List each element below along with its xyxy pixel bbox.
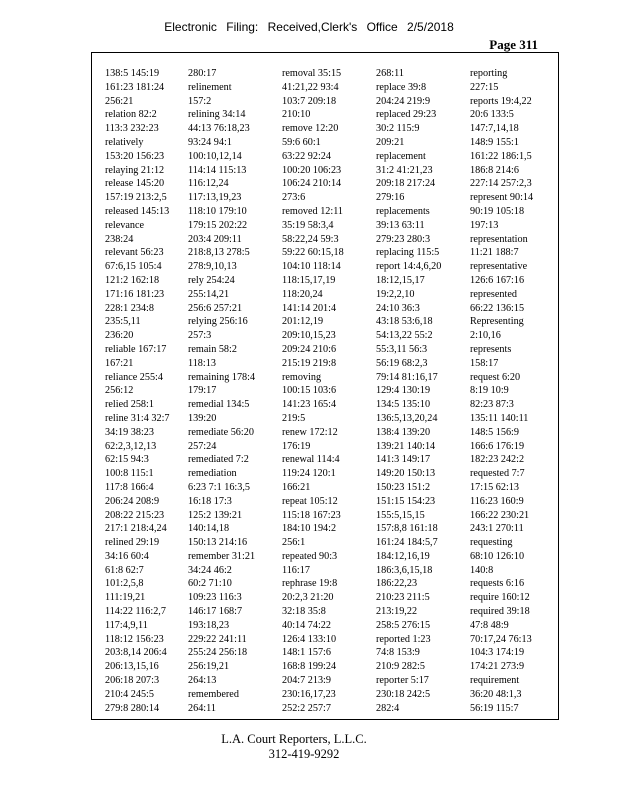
index-entry: reporter 5:17 <box>376 675 429 687</box>
index-entry: 282:4 <box>376 702 400 714</box>
index-entry: 149:20 150:13 <box>376 468 436 480</box>
index-entry: 140:14,18 <box>188 523 230 535</box>
index-entry: 135:11 140:11 <box>470 412 529 424</box>
index-entry: 209:24 210:6 <box>282 343 337 355</box>
index-entry: 157:19 213:2,5 <box>105 192 167 204</box>
index-entry: 279:23 280:3 <box>376 233 431 245</box>
index-entry: 118:15,17,19 <box>282 274 336 286</box>
index-entry: 61:8 62:7 <box>105 564 144 576</box>
index-entry: 118:13 <box>188 357 216 369</box>
index-entry: 141:3 149:17 <box>376 454 431 466</box>
index-entry: 138:5 145:19 <box>105 68 160 79</box>
index-entry: 126:6 167:16 <box>470 274 525 286</box>
index-entry: 268:11 <box>376 68 404 79</box>
index-entry: 70:17,24 76:13 <box>470 633 532 645</box>
index-entry: 62:2,3,12,13 <box>105 440 157 452</box>
index-entry: 210:4 245:5 <box>105 688 154 700</box>
index-entry: 150:23 151:2 <box>376 481 431 493</box>
index-entry: 204:24 219:9 <box>376 95 431 107</box>
index-entry: 256:21 <box>105 95 134 107</box>
index-entry: reliable 167:17 <box>105 343 167 355</box>
index-entry: 243:1 270:11 <box>470 523 524 535</box>
index-entry: 213:19,22 <box>376 606 418 618</box>
index-entry: 186:22,23 <box>376 578 418 590</box>
index-entry: relaying 21:12 <box>105 164 165 176</box>
index-entry: reliance 255:4 <box>105 371 163 383</box>
index-entry: 54:13,22 55:2 <box>376 330 433 342</box>
index-entry: 256:1 <box>282 537 306 549</box>
index-entry: 238:24 <box>105 233 134 245</box>
index-entry: 161:24 184:5,7 <box>376 537 438 549</box>
index-entry: remember 31:21 <box>188 550 256 562</box>
index-entry: 118:20,24 <box>282 288 323 300</box>
index-entry: 104:10 118:14 <box>282 261 341 273</box>
index-entry: 20:2,3 21:20 <box>282 592 334 604</box>
index-entry: 139:20 <box>188 412 217 424</box>
index-entry: repeated 90:3 <box>282 550 338 562</box>
index-entry: 184:10 194:2 <box>282 523 337 535</box>
index-entry: 34:24 46:2 <box>188 564 232 576</box>
index-entry: 117:4,9,11 <box>105 619 148 631</box>
index-entry: 158:17 <box>470 357 499 369</box>
index-entry: 24:10 36:3 <box>376 302 420 314</box>
index-entry: remain 58:2 <box>188 343 237 355</box>
index-entry: 115:18 167:23 <box>282 509 341 521</box>
index-entry: 148:5 156:9 <box>470 426 519 438</box>
index-entry: 219:5 <box>282 412 306 424</box>
index-entry: 138:4 139:20 <box>376 426 431 438</box>
index-entry: 58:22,24 59:3 <box>282 233 339 245</box>
index-column-1 <box>105 67 170 715</box>
index-entry: remaining 178:4 <box>188 371 256 383</box>
index-entry: repeat 105:12 <box>282 495 338 507</box>
index-entry: 68:10 126:10 <box>470 550 525 562</box>
index-entry: 114:22 116:2,7 <box>105 606 166 618</box>
index-entry: 62:15 94:3 <box>105 454 149 466</box>
index-entry: 147:7,14,18 <box>470 123 519 135</box>
index-entry: 257:3 <box>188 330 212 342</box>
index-entry: 100:8 115:1 <box>105 468 154 480</box>
index-entry: 118:12 156:23 <box>105 633 164 645</box>
index-entry: 116:23 160:9 <box>470 495 524 507</box>
index-entry: reports 19:4,22 <box>470 95 532 107</box>
index-entry: 157:2 <box>188 95 212 107</box>
index-entry: represented <box>470 288 517 300</box>
index-entry: 161:22 186:1,5 <box>470 150 532 162</box>
index-entry: 59:6 60:1 <box>282 136 321 148</box>
index-entry: 63:22 92:24 <box>282 150 331 162</box>
index-entry: relying 256:16 <box>188 316 248 328</box>
index-entry: 235:5,11 <box>105 316 141 328</box>
index-entry: 264:11 <box>188 702 216 714</box>
index-entry: 201:12,19 <box>282 316 324 328</box>
index-entry: 186:3,6,15,18 <box>376 564 433 576</box>
index-entry: 44:13 76:18,23 <box>188 123 250 135</box>
index-entry: 171:16 181:23 <box>105 288 165 300</box>
index-entry: requests 6:16 <box>470 578 525 590</box>
index-entry: 257:24 <box>188 440 217 452</box>
index-column-3 <box>282 67 344 715</box>
index-entry: 116:12,24 <box>188 178 229 190</box>
reporter-phone: 312-419-9292 <box>268 747 340 761</box>
index-entry: 56:19 68:2,3 <box>376 357 428 369</box>
index-entry: 166:6 176:19 <box>470 440 525 452</box>
index-entry: 16:18 17:3 <box>188 495 232 507</box>
index-entry: representative <box>470 261 528 273</box>
index-entry: relinement <box>188 81 232 93</box>
index-entry: 179:15 202:22 <box>188 219 248 231</box>
index-entry: representation <box>470 233 528 245</box>
index-entry: 6:23 7:1 16:3,5 <box>188 481 250 493</box>
index-entry: 279:16 <box>376 192 405 204</box>
index-entry: 100:10,12,14 <box>188 150 242 162</box>
index-entry: 155:5,15,15 <box>376 509 425 521</box>
index-entry: replacing 115:5 <box>376 247 440 259</box>
index-entry: 166:21 <box>282 481 311 493</box>
index-entry: removed 12:11 <box>282 205 344 217</box>
index-entry: 210:10 <box>282 109 311 121</box>
index-entry: rely 254:24 <box>188 274 235 286</box>
index-entry: 106:24 210:14 <box>282 178 342 190</box>
index-entry: 66:22 136:15 <box>470 302 525 314</box>
index-entry: 204:7 213:9 <box>282 675 331 687</box>
index-entry: 90:19 105:18 <box>470 205 525 217</box>
index-entry: reported 1:23 <box>376 633 431 645</box>
index-entry: 215:19 219:8 <box>282 357 337 369</box>
index-entry: 101:2,5,8 <box>105 578 144 590</box>
index-column-4 <box>376 67 441 715</box>
index-entry: reline 31:4 32:7 <box>105 412 170 424</box>
index-entry: relined 29:19 <box>105 537 160 549</box>
index-entry: 150:13 214:16 <box>188 537 248 549</box>
index-entry: 117:8 166:4 <box>105 481 154 493</box>
index-entry: 141:23 165:4 <box>282 399 337 411</box>
index-entry: 100:15 103:6 <box>282 385 337 397</box>
reporter-footer <box>0 732 618 762</box>
index-entry: 255:24 256:18 <box>188 647 248 659</box>
index-entry: 252:2 257:7 <box>282 702 331 714</box>
index-entry: remediate 56:20 <box>188 426 254 438</box>
index-entry: Representing <box>470 316 524 328</box>
index-entry: remove 12:20 <box>282 123 339 135</box>
index-column-5 <box>470 67 533 715</box>
index-entry: 141:14 201:4 <box>282 302 337 314</box>
index-entry: request 6:20 <box>470 371 521 383</box>
index-entry: 206:18 207:3 <box>105 675 160 687</box>
index-entry: released 145:13 <box>105 205 170 217</box>
index-entry: 230:16,17,23 <box>282 688 336 700</box>
index-entry: 36:20 48:1,3 <box>470 688 522 700</box>
index-entry: 2:10,16 <box>470 330 501 342</box>
index-entry: 82:23 87:3 <box>470 399 514 411</box>
index-entry: 210:23 211:5 <box>376 592 430 604</box>
index-entry: replace 39:8 <box>376 81 427 93</box>
index-entry: 182:23 242:2 <box>470 454 525 466</box>
index-entry: 209:10,15,23 <box>282 330 336 342</box>
index-entry: 40:14 74:22 <box>282 619 331 631</box>
index-entry: 148:1 157:6 <box>282 647 331 659</box>
index-entry: 230:18 242:5 <box>376 688 431 700</box>
index-column-2 <box>188 67 255 715</box>
index-entry: 17:15 62:13 <box>470 481 519 493</box>
reporter-company: L.A. Court Reporters, L.L.C. <box>221 732 367 746</box>
index-entry: 208:22 215:23 <box>105 509 165 521</box>
index-entry: 166:22 230:21 <box>470 509 530 521</box>
index-entry: remediation <box>188 468 237 480</box>
index-entry: 209:21 <box>376 136 405 148</box>
index-entry: 41:21,22 93:4 <box>282 81 339 93</box>
index-entry: 118:10 179:10 <box>188 205 247 217</box>
index-entry: relation 82:2 <box>105 109 157 121</box>
index-entry: 39:13 63:11 <box>376 219 425 231</box>
index-entry: represent 90:14 <box>470 192 534 204</box>
index-entry: 114:14 115:13 <box>188 164 247 176</box>
index-entry: remedial 134:5 <box>188 399 250 411</box>
index-entry: rephrase 19:8 <box>282 578 338 590</box>
index-entry: remembered <box>188 688 239 700</box>
index-entry: 256:12 <box>105 385 134 397</box>
index-entry: 255:14,21 <box>188 288 230 300</box>
index-entry: 34:19 38:23 <box>105 426 154 438</box>
index-entry: 218:8,13 278:5 <box>188 247 250 259</box>
index-entry: 280:17 <box>188 68 217 79</box>
index-entry: 203:4 209:11 <box>188 233 242 245</box>
index-entry: 161:23 181:24 <box>105 81 165 93</box>
index-entry: 193:18,23 <box>188 619 230 631</box>
index-entry: 186:8 214:6 <box>470 164 519 176</box>
index-entry: 256:19,21 <box>188 661 230 673</box>
index-entry: 206:13,15,16 <box>105 661 159 673</box>
index-entry: 74:8 153:9 <box>376 647 420 659</box>
index-entry: release 145:20 <box>105 178 165 190</box>
index-entry: requested 7:7 <box>470 468 525 480</box>
filing-stamp: Electronic Filing: Received,Clerk's Office 2/5/2018 <box>164 20 454 34</box>
index-entry: renew 172:12 <box>282 426 338 438</box>
index-entry: 19:2,2,10 <box>376 288 415 300</box>
index-entry: relining 34:14 <box>188 109 246 121</box>
index-entry: requesting <box>470 537 513 549</box>
index-entry: relied 258:1 <box>105 399 154 411</box>
index-entry: 126:4 133:10 <box>282 633 337 645</box>
index-entry: 153:20 156:23 <box>105 150 165 162</box>
index-entry: 167:21 <box>105 357 134 369</box>
index-entry: 117:13,19,23 <box>188 192 242 204</box>
index-entry: 31:2 41:21,23 <box>376 164 433 176</box>
index-entry: 59:22 60:15,18 <box>282 247 344 259</box>
index-entry: 174:21 273:9 <box>470 661 525 673</box>
page-number: Page 311 <box>489 37 538 52</box>
index-entry: 47:8 48:9 <box>470 619 509 631</box>
index-entry: remediated 7:2 <box>188 454 249 466</box>
index-entry: 67:6,15 105:4 <box>105 261 162 273</box>
index-entry: reporting <box>470 68 508 79</box>
index-entry: 279:8 280:14 <box>105 702 160 714</box>
index-entry: 30:2 115:9 <box>376 123 420 135</box>
index-entry: 140:8 <box>470 564 494 576</box>
index-entry: 104:3 174:19 <box>470 647 525 659</box>
index-entry: 258:5 276:15 <box>376 619 431 631</box>
index-entry: relevant 56:23 <box>105 247 164 259</box>
index-entry: 60:2 71:10 <box>188 578 232 590</box>
index-entry: 134:5 135:10 <box>376 399 431 411</box>
index-entry: 217:1 218:4,24 <box>105 523 167 535</box>
index-entry: 100:20 106:23 <box>282 164 342 176</box>
index-entry: 168:8 199:24 <box>282 661 337 673</box>
index-entry: 32:18 35:8 <box>282 606 326 618</box>
index-entry: 8:19 10:9 <box>470 385 509 397</box>
index-entry: 209:18 217:24 <box>376 178 436 190</box>
index-entry: 119:24 120:1 <box>282 468 336 480</box>
index-entry: report 14:4,6,20 <box>376 261 442 273</box>
index-entry: 206:24 208:9 <box>105 495 160 507</box>
index-entry: 278:9,10,13 <box>188 261 237 273</box>
index-entry: 129:4 130:19 <box>376 385 431 397</box>
index-entry: 55:3,11 56:3 <box>376 343 428 355</box>
index-entry: 11:21 188:7 <box>470 247 519 259</box>
index-entry: require 160:12 <box>470 592 530 604</box>
index-entry: 111:19,21 <box>105 592 146 604</box>
index-entry: 43:18 53:6,18 <box>376 316 433 328</box>
index-entry: relevance <box>105 219 145 231</box>
index-entry: 125:2 139:21 <box>188 509 243 521</box>
index-entry: relatively <box>105 136 144 148</box>
index-entry: 264:13 <box>188 675 217 687</box>
index-entry: 179:17 <box>188 385 217 397</box>
index-entry: represents <box>470 343 512 355</box>
index-entry: 18:12,15,17 <box>376 274 425 286</box>
word-index-frame <box>91 52 559 720</box>
index-entry: 116:17 <box>282 564 310 576</box>
index-entry: 157:8,8 161:18 <box>376 523 438 535</box>
index-entry: removing <box>282 371 322 383</box>
index-entry: 103:7 209:18 <box>282 95 337 107</box>
index-entry: replaced 29:23 <box>376 109 437 121</box>
index-entry: 236:20 <box>105 330 134 342</box>
index-entry: 146:17 168:7 <box>188 606 243 618</box>
index-entry: 139:21 140:14 <box>376 440 436 452</box>
index-entry: 151:15 154:23 <box>376 495 436 507</box>
index-entry: 229:22 241:11 <box>188 633 247 645</box>
index-entry: 34:16 60:4 <box>105 550 149 562</box>
index-entry: replacement <box>376 150 426 162</box>
index-entry: 93:24 94:1 <box>188 136 232 148</box>
index-entry: 20:6 133:5 <box>470 109 514 121</box>
index-entry: renewal 114:4 <box>282 454 340 466</box>
index-entry: requirement <box>470 675 520 687</box>
index-entry: 121:2 162:18 <box>105 274 160 286</box>
index-entry: 79:14 81:16,17 <box>376 371 438 383</box>
index-entry: 273:6 <box>282 192 306 204</box>
index-entry: 256:6 257:21 <box>188 302 243 314</box>
index-entry: 176:19 <box>282 440 311 452</box>
index-entry: required 39:18 <box>470 606 530 618</box>
index-entry: 227:15 <box>470 81 499 93</box>
index-entry: replacements <box>376 205 430 217</box>
index-entry: 227:14 257:2,3 <box>470 178 532 190</box>
index-entry: 35:19 58:3,4 <box>282 219 334 231</box>
index-entry: 56:19 115:7 <box>470 702 519 714</box>
index-entry: 197:13 <box>470 219 499 231</box>
index-entry: removal 35:15 <box>282 68 342 79</box>
index-entry: 210:9 282:5 <box>376 661 425 673</box>
index-entry: 113:3 232:23 <box>105 123 159 135</box>
index-entry: 203:8,14 206:4 <box>105 647 167 659</box>
index-entry: 148:9 155:1 <box>470 136 519 148</box>
index-entry: 184:12,16,19 <box>376 550 430 562</box>
index-entry: 109:23 116:3 <box>188 592 242 604</box>
index-entry: 228:1 234:8 <box>105 302 154 314</box>
index-entry: 136:5,13,20,24 <box>376 412 438 424</box>
